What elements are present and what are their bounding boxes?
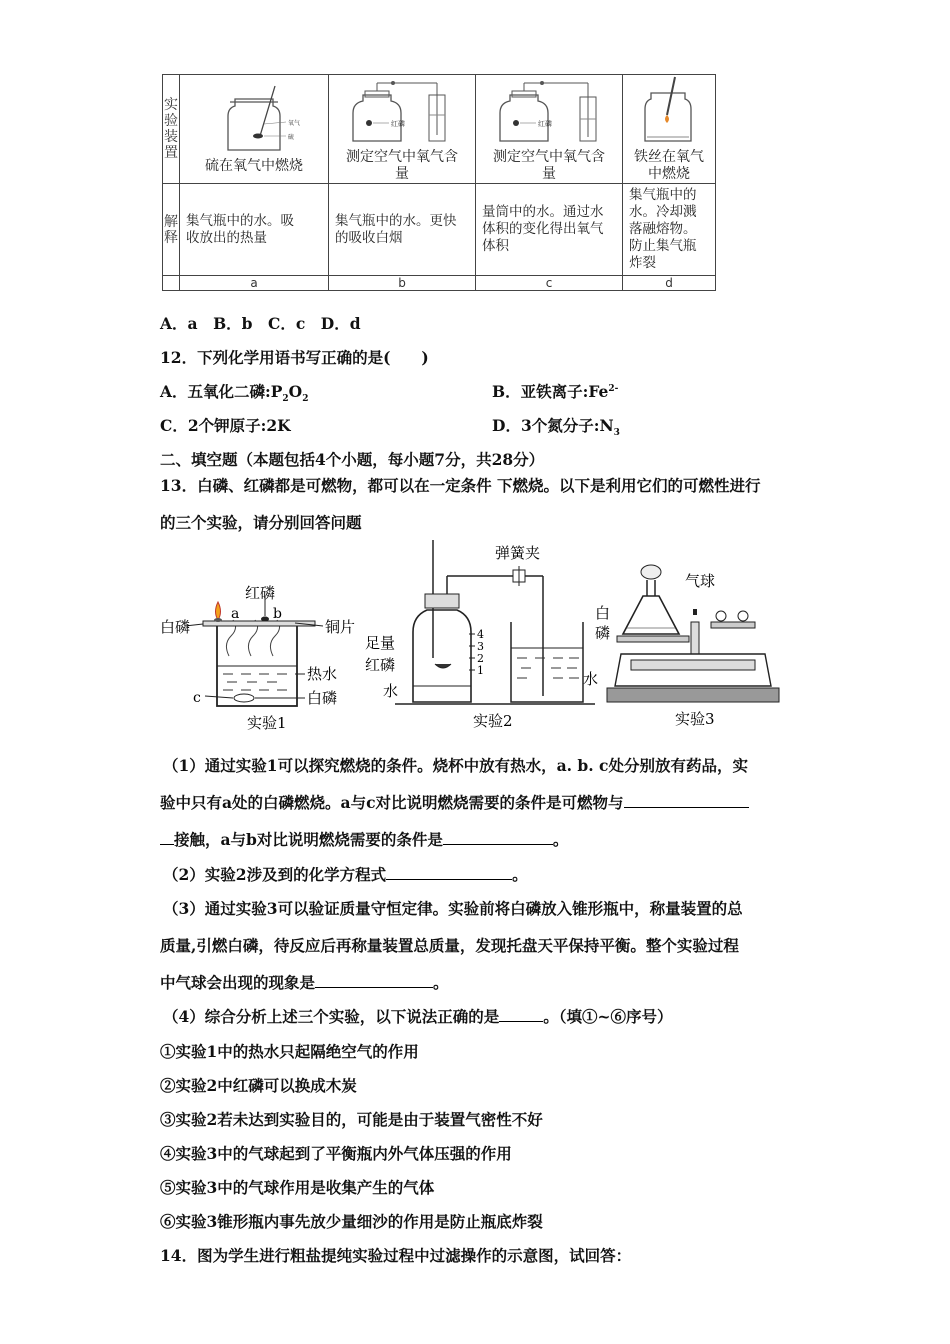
section-2-heading: 二、填空题（本题包括4个小题，每小题7分，共28分） [160,450,545,469]
letter-d: d [623,276,716,291]
apparatus-a-drawing [180,84,328,154]
apparatus-b-drawing [329,75,475,145]
apparatus-c [476,75,623,184]
q13-part3-line2: 质量,引燃白磷，待反应后再称量装置总质量，发现托盘天平保持平衡。整个实验过程 [160,936,739,955]
apparatus-b [329,75,476,184]
exp1-red-p-label: 红磷 [245,584,276,602]
label-oxygen: 氧气 [288,119,301,127]
label-red-p-c: 红磷 [538,120,552,128]
q12-option-c: C．2个钾原子:2K [160,416,291,435]
q11-options: A．a B．b C．c D．d [160,314,361,333]
exp1-a-label: a [231,606,240,622]
exp1-hot-water-label: 热水 [307,665,338,683]
q13-option-2: ②实验2中红磷可以换成木炭 [160,1076,357,1095]
answer-blank-3[interactable] [386,879,512,880]
q13-figure [155,536,795,736]
caption-a: 硫在氧气中燃烧 [205,157,303,174]
row-label-explanation: 解释 [163,184,180,276]
caption-d: 铁丝在氧气中燃烧 [634,149,704,182]
exp2-caption: 实验2 [473,712,513,730]
exp3-balloon-label: 气球 [685,572,716,590]
apparatus-d [623,75,716,184]
exp1-white-p2-label: 白磷 [307,689,338,707]
answer-blank-1-cont[interactable] [160,844,174,845]
label-sulfur: 硫 [288,133,295,141]
exp3-caption: 实验3 [675,710,715,728]
exp3-white-label: 白 [595,604,611,622]
explanation-a: 集气瓶中的水。吸收放出的热量 [180,184,329,276]
exp2-mark-3: 3 [477,640,484,653]
caption-b: 测定空气中氧气含量 [346,149,458,182]
q12-option-d: D．3个氮分子$:N_3$ [492,416,620,439]
q13-part4: （4）综合分析上述三个实验，以下说法正确的是 。（填①~⑥序号） [163,1007,673,1026]
q12-option-a: A．五氧化二磷$:P_2O_2$ [160,382,309,405]
exp2-clamp-label: 弹簧夹 [495,544,541,562]
q13-line2: 的三个实验，请分别回答问题 [160,513,362,532]
q14-stem: 14．图为学生进行粗盐提纯实验过程中过滤操作的示意图，试回答： [160,1246,632,1265]
exp2-water1-label: 水 [383,682,399,700]
letter-a: a [180,276,329,291]
exp2-mark-2: 2 [477,652,484,665]
apparatus-d-drawing [623,75,715,145]
experiment-table [162,74,716,291]
q13-part1-line1: （1）通过实验1可以探究燃烧的条件。烧杯中放有热水，a. b. c处分别放有药品，实 [163,756,748,775]
letter-blank [163,276,180,291]
q13-option-1: ①实验1中的热水只起隔绝空气的作用 [160,1042,419,1061]
apparatus-a [180,75,329,184]
q12-stem: 12．下列化学用语书写正确的是( ) [160,348,429,367]
exp2-mark-1: 1 [477,664,484,677]
q13-option-3: ③实验2若未达到实验目的，可能是由于装置气密性不好 [160,1110,543,1129]
exp2-red-p-label: 红磷 [365,656,396,674]
exp1-c-label: c [193,690,201,706]
exp2-water2-label: 水 [583,670,599,688]
q13-line1: 13．白磷、红磷都是可燃物，都可以在一定条件 下燃烧。以下是利用它们的可燃性进行 [160,476,761,495]
caption-c: 测定空气中氧气含量 [493,149,605,182]
q13-part2: （2）实验2涉及到的化学方程式 。 [163,865,528,884]
explanation-c: 量筒中的水。通过水体积的变化得出氧气体积 [476,184,623,276]
answer-blank-1[interactable] [624,807,749,808]
q13-option-5: ⑤实验3中的气球作用是收集产生的气体 [160,1178,435,1197]
row-label-apparatus: 实验装置 [163,75,180,184]
letter-b: b [329,276,476,291]
answer-blank-2[interactable] [443,844,553,845]
exp2-mark-4: 4 [477,628,484,641]
experiment-1-drawing [185,596,323,706]
exp2-enough-label: 足量 [365,634,396,652]
label-red-p-b: 红磷 [391,120,405,128]
q13-part1-line2: 验中只有a处的白磷燃烧。a与c对比说明燃烧需要的条件是可燃物与 [160,791,749,813]
explanation-b: 集气瓶中的水。更快的吸收白烟 [329,184,476,276]
experiment-2-drawing [395,540,595,704]
exp1-copper-label: 铜片 [325,618,356,636]
q13-part3-line1: （3）通过实验3可以验证质量守恒定律。实验前将白磷放入锥形瓶中，称量装置的总 [163,899,743,918]
q13-part1-line3: 接触，a与b对比说明燃烧需要的条件是 。 [160,828,568,850]
exp1-caption: 实验1 [247,714,287,732]
q13-option-4: ④实验3中的气球起到了平衡瓶内外气体压强的作用 [160,1144,512,1163]
q13-part3-line3: 中气球会出现的现象是 。 [160,973,449,992]
explanation-d: 集气瓶中的水。冷却溅落融熔物。防止集气瓶炸裂 [623,184,716,276]
exp3-p-label: 磷 [595,624,611,642]
letter-c: c [476,276,623,291]
answer-blank-4[interactable] [315,987,433,988]
exp1-b-label: b [273,606,282,622]
q12-option-b: B．亚铁离子$:Fe^{2-}$ [492,382,619,401]
answer-blank-5[interactable] [499,1021,543,1022]
apparatus-c-drawing [476,75,622,145]
exp1-white-p-label: 白磷 [160,618,191,636]
q13-option-6: ⑥实验3锥形瓶内事先放少量细沙的作用是防止瓶底炸裂 [160,1212,543,1231]
